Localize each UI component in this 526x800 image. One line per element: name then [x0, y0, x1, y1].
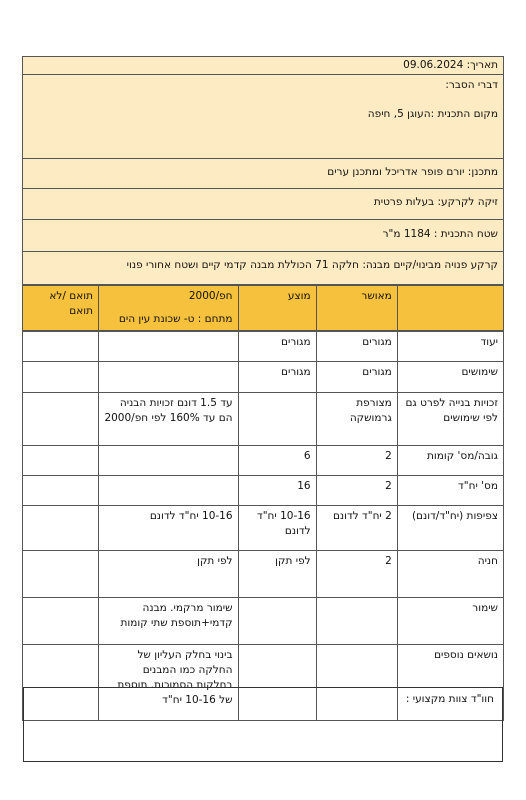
cell-match: [23, 551, 99, 598]
cell-approved: 2: [316, 551, 397, 598]
date-cell: תאריך: 09.06.2024: [23, 57, 504, 75]
cell-plan: [99, 332, 239, 362]
cell-match: [23, 393, 99, 446]
cell-match: [23, 446, 99, 476]
header-proposed: מוצע: [238, 286, 316, 331]
cell-proposed: מגורים: [238, 332, 316, 362]
header-plan-title: חפ/2000: [188, 290, 233, 302]
cell-plan: עד 1.5 דונם זכויות הבניה הם עד 160% לפי חפ/2000: [99, 393, 239, 446]
cell-approved: מצורפת גרמושקה: [316, 393, 397, 446]
cell-label: צפיפות (יח"ד/דונם): [397, 506, 503, 551]
cell-label: שימושים: [397, 362, 503, 393]
cell-approved: 2: [316, 476, 397, 506]
plan-location: מקום התכנית :העוגן 5, חיפה: [367, 108, 498, 120]
cell-plan: בינוי בחלק העליון של החלקה כמו המבנים בחלקות הסמוכות. תוספת של 10-16 יח"ד: [99, 645, 239, 721]
header-plan: [99, 286, 239, 331]
planner-cell: מתכנן: יורם פופר אדריכל ומתכנן ערים: [23, 159, 504, 189]
table-row: [23, 332, 504, 362]
professional-opinion-box: [23, 687, 503, 762]
table-row: [23, 446, 504, 476]
cell-approved: [316, 598, 397, 645]
comparison-table: [22, 285, 504, 331]
cell-match: [23, 362, 99, 393]
cell-label: מס' יח"ד: [397, 476, 503, 506]
table-row: [23, 476, 504, 506]
plan-area-cell: שטח התכנית : 1184 מ"ר: [23, 220, 504, 252]
table-row: [23, 393, 504, 446]
land-cell: קרקע פנויה מבינוי/קיים מבנה: חלקה 71 הכוללת מבנה קדמי קיים ושטח אחורי פנוי: [23, 252, 504, 285]
header-plan-sub: מתחם : ט- שכונת עין הים: [118, 313, 233, 325]
cell-plan: [99, 446, 239, 476]
cell-approved: 2 יח"ד לדונם: [316, 506, 397, 551]
cell-label: חניה: [397, 551, 503, 598]
cell-plan: [99, 362, 239, 393]
header-match: תואם /לא תואם: [23, 286, 99, 331]
plan-info-table: [22, 56, 504, 285]
cell-proposed: 6: [238, 446, 316, 476]
cell-label: יעוד: [397, 332, 503, 362]
cell-label: נושאים נוספים: [397, 645, 503, 721]
table-header-row: [23, 286, 504, 331]
cell-plan: 10-16 יח"ד לדונם: [99, 506, 239, 551]
cell-plan: לפי תקן: [99, 551, 239, 598]
cell-match: [23, 332, 99, 362]
table-row: [23, 551, 504, 598]
cell-proposed: לפי תקן: [238, 551, 316, 598]
cell-label: גובה/מס' קומות: [397, 446, 503, 476]
cell-proposed: 16: [238, 476, 316, 506]
plan-sheet: [22, 56, 504, 721]
explanation-cell: [23, 75, 504, 159]
cell-approved: מגורים: [316, 362, 397, 393]
professional-opinion-label: חוו"ד צוות מקצועי :: [405, 693, 494, 705]
cell-proposed: [238, 598, 316, 645]
cell-match: [23, 476, 99, 506]
cell-approved: מגורים: [316, 332, 397, 362]
comparison-body: [22, 331, 504, 721]
cell-label: שימור: [397, 598, 503, 645]
header-approved: מאושר: [316, 286, 397, 331]
cell-plan: שימור מרקמי. מבנה קדמי+תוספת שתי קומות: [99, 598, 239, 645]
cell-match: [23, 506, 99, 551]
explanation-title: דברי הסבר:: [445, 79, 498, 91]
header-label: [397, 286, 503, 331]
cell-proposed: 10-16 יח"ד לדונם: [238, 506, 316, 551]
cell-label: זכויות בנייה לפרט גם לפי שימושים: [397, 393, 503, 446]
table-row: [23, 598, 504, 645]
cell-proposed: מגורים: [238, 362, 316, 393]
ownership-cell: זיקה לקרקע: בעלות פרטית: [23, 189, 504, 220]
cell-match: [23, 598, 99, 645]
table-row: [23, 362, 504, 393]
cell-approved: 2: [316, 446, 397, 476]
table-row: [23, 506, 504, 551]
cell-proposed: [238, 393, 316, 446]
cell-plan: [99, 476, 239, 506]
